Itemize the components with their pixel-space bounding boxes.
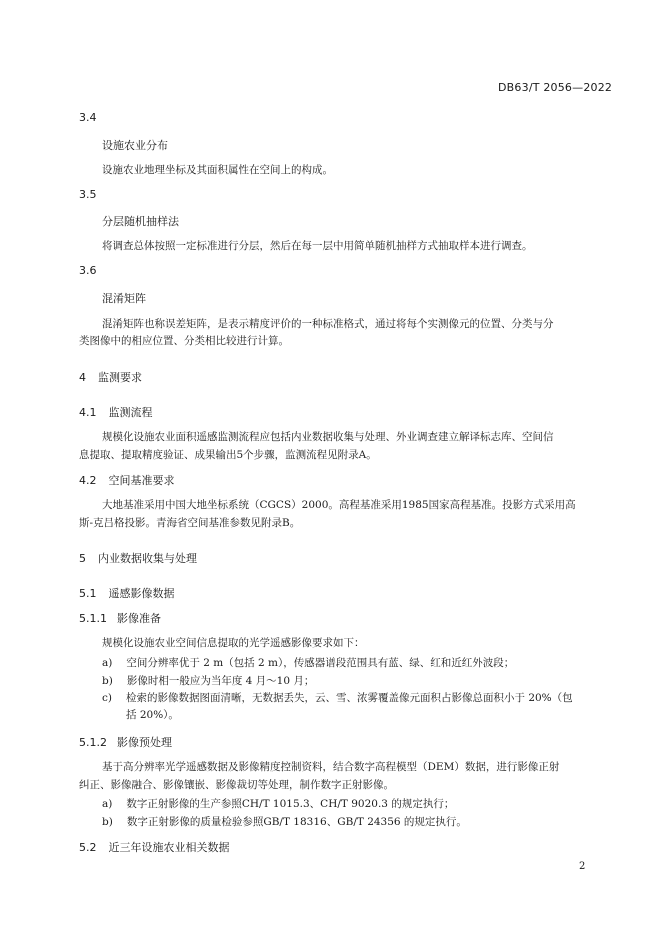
section-heading-4-1 bbox=[79, 404, 153, 420]
paragraph-4-2-line1: 大地基准采用中国大地坐标系统（CGCS）2000。高程基准采用1985国家高程基准。投影方式采用高 bbox=[102, 499, 576, 511]
list-item-b bbox=[102, 673, 314, 688]
clause-number-3-5: 3.5 bbox=[79, 188, 97, 201]
paragraph-5-1-1-intro: 规模化设施农业空间信息提取的光学遥感影像要求如下： bbox=[102, 637, 365, 649]
paragraph-4-1-line2: 息提取、提取精度验证、成果输出5个步骤，监测流程见附录A。 bbox=[79, 449, 377, 461]
paragraph-4-2-line2: 斯-克吕格投影。青海省空间基准参数见附录B。 bbox=[79, 517, 301, 529]
list-label: b) bbox=[102, 816, 113, 828]
section-title: 内业数据收集与处理 bbox=[98, 552, 197, 565]
section-title: 近三年设施农业相关数据 bbox=[108, 841, 230, 854]
section-number: 4.2 bbox=[79, 474, 97, 487]
clause-number-3-4: 3.4 bbox=[79, 111, 97, 124]
paragraph-5-1-2-line2: 纠正、影像融合、影像镶嵌、影像裁切等处理，制作数字正射影像。 bbox=[79, 779, 394, 791]
section-heading-5-1-2 bbox=[79, 734, 172, 750]
standard-code: DB63/T 2056—2022 bbox=[498, 81, 613, 94]
list-item-c bbox=[102, 690, 573, 705]
section-number: 5.1.1 bbox=[79, 612, 107, 625]
section-heading-5-2 bbox=[79, 839, 230, 855]
list-label: a) bbox=[102, 657, 113, 669]
section-number: 5 bbox=[79, 552, 86, 565]
list-label: b) bbox=[102, 675, 113, 687]
definition-3-4: 设施农业地理坐标及其面积属性在空间上的构成。 bbox=[102, 164, 333, 176]
section-heading-5-1 bbox=[79, 585, 175, 601]
section-heading-5-1-1 bbox=[79, 610, 161, 626]
section-number: 5.2 bbox=[79, 841, 97, 854]
list-text: 空间分辨率优于 2 m（包括 2 m），传感器谱段范围具有蓝、绿、红和近红外波段； bbox=[126, 657, 515, 669]
list-label: c) bbox=[102, 692, 112, 704]
term-3-4: 设施农业分布 bbox=[102, 139, 168, 152]
list-text: 数字正射影像的质量检验参照GB/T 18316、GB/T 24356 的规定执行。 bbox=[126, 816, 467, 828]
section-number: 5.1.2 bbox=[79, 736, 107, 749]
list-text: 检索的影像数据图面清晰，无数据丢失，云、雪、浓雾覆盖像元面积占影像总面积小于 20%（包 bbox=[125, 692, 573, 704]
section-title: 监测流程 bbox=[108, 406, 153, 419]
definition-3-6-line1: 混淆矩阵也称误差矩阵，是表示精度评价的一种标准格式，通过将每个实测像元的位置、分类与分 bbox=[102, 318, 554, 330]
term-3-6: 混淆矩阵 bbox=[102, 292, 146, 305]
section-number: 4.1 bbox=[79, 406, 97, 419]
clause-number-3-6: 3.6 bbox=[79, 264, 97, 277]
list-item-a bbox=[102, 796, 454, 811]
section-heading-5 bbox=[79, 550, 197, 566]
section-number: 4 bbox=[79, 371, 86, 384]
definition-3-6-line2: 类图像中的相应位置、分类相比较进行计算。 bbox=[79, 335, 289, 347]
section-title: 遥感影像数据 bbox=[108, 587, 175, 600]
list-item-a bbox=[102, 655, 514, 670]
term-3-5: 分层随机抽样法 bbox=[102, 215, 179, 228]
section-number: 5.1 bbox=[79, 587, 97, 600]
section-title: 影像预处理 bbox=[117, 736, 172, 749]
list-label: a) bbox=[102, 798, 113, 810]
section-title: 影像准备 bbox=[117, 612, 161, 625]
definition-3-5: 将调查总体按照一定标准进行分层，然后在每一层中用简单随机抽样方式抽取样本进行调查。 bbox=[102, 240, 533, 252]
page-number: 2 bbox=[579, 861, 586, 872]
list-item-b bbox=[102, 814, 467, 829]
paragraph-4-1-line1: 规模化设施农业面积遥感监测流程应包括内业数据收集与处理、外业调查建立解译标志库、空间信 bbox=[102, 431, 554, 443]
list-item-c-continuation: 括 20%）。 bbox=[126, 709, 179, 721]
list-text: 数字正射影像的生产参照CH/T 1015.3、CH/T 9020.3 的规定执行； bbox=[126, 798, 455, 810]
list-text: 影像时相一般应为当年度 4 月～10 月； bbox=[126, 675, 315, 687]
paragraph-5-1-2-line1: 基于高分辨率光学遥感数据及影像精度控制资料，结合数字高程模型（DEM）数据，进行影像正射 bbox=[102, 761, 560, 773]
section-heading-4-2 bbox=[79, 472, 175, 488]
section-title: 空间基准要求 bbox=[108, 474, 175, 487]
section-heading-4 bbox=[79, 369, 142, 385]
section-title: 监测要求 bbox=[98, 371, 142, 384]
